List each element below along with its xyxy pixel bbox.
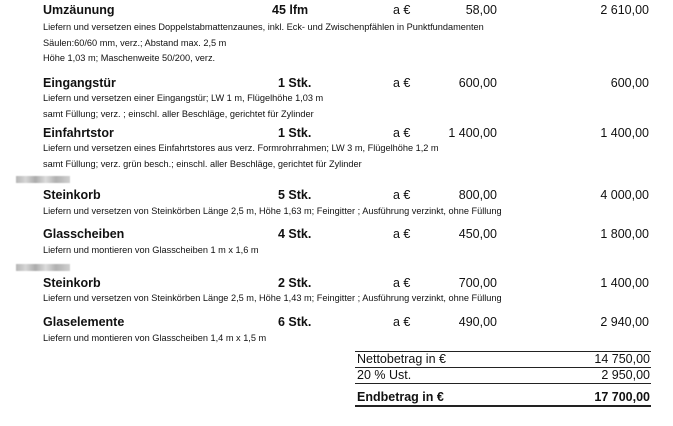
grand-total-value: 17 700,00	[594, 390, 650, 404]
item-header-row	[0, 227, 673, 243]
item-quantity: 2 Stk.	[278, 276, 312, 290]
item-total: 4 000,00	[600, 188, 649, 202]
item-quantity: 45 lfm	[272, 3, 309, 17]
item-total: 1 400,00	[600, 276, 649, 290]
item-header-row	[0, 3, 673, 19]
item-unit: a €	[393, 188, 411, 202]
item-title: Umzäunung	[43, 3, 115, 17]
item-unit-price: 58,00	[465, 3, 497, 17]
item-unit: a €	[393, 76, 411, 90]
item-unit-price: 800,00	[458, 188, 497, 202]
description-line: Liefern und versetzen von Steinkörben Länge 2,5 m, Höhe 1,63 m; Feingitter ; Ausführung verzinkt, ohne Füllung	[43, 206, 502, 216]
item-total: 1 800,00	[600, 227, 649, 241]
grand-total-row	[355, 390, 651, 406]
item-unit: a €	[393, 315, 411, 329]
redacted-section-label	[16, 176, 70, 183]
description-line: Liefern und versetzen einer Eingangstür; LW 1 m, Flügelhöhe 1,03 m	[43, 93, 324, 103]
item-unit-price: 700,00	[458, 276, 497, 290]
item-header-row	[0, 188, 673, 204]
item-total: 2 940,00	[600, 315, 649, 329]
description-line: Liefern und montieren von Glasscheiben 1 m x 1,6 m	[43, 245, 259, 255]
net-amount-label: Nettobetrag in €	[357, 352, 446, 366]
item-quantity: 6 Stk.	[278, 315, 312, 329]
item-quantity: 5 Stk.	[278, 188, 312, 202]
item-header-row	[0, 126, 673, 142]
item-unit-price: 490,00	[458, 315, 497, 329]
item-description	[43, 20, 484, 67]
net-amount-value: 14 750,00	[594, 352, 650, 366]
item-title: Eingangstür	[43, 76, 116, 90]
item-quantity: 1 Stk.	[278, 76, 312, 90]
description-line: Liefern und montieren von Glasscheiben 1,4 m x 1,5 m	[43, 333, 267, 343]
item-total: 600,00	[610, 76, 649, 90]
item-description	[43, 243, 259, 259]
description-line: Höhe 1,03 m; Maschenweite 50/200, verz.	[43, 53, 216, 63]
description-line: samt Füllung; verz. grün besch.; einschl. aller Beschläge, gerichtet für Zylinder	[43, 158, 362, 169]
divider	[355, 405, 651, 407]
item-description	[43, 141, 439, 172]
item-unit: a €	[393, 126, 411, 140]
item-description	[43, 91, 323, 122]
net-amount-row	[355, 352, 651, 368]
item-description	[43, 291, 502, 307]
item-quantity: 1 Stk.	[278, 126, 312, 140]
description-line: Liefern und versetzen eines Doppelstabmattenzaunes, inkl. Eck- und Zwischenpfählen in Punktfundamenten	[43, 22, 484, 32]
vat-row	[355, 368, 651, 384]
item-description	[43, 204, 502, 220]
item-quantity: 4 Stk.	[278, 227, 312, 241]
divider	[355, 383, 651, 384]
item-title: Glaselemente	[43, 315, 125, 329]
item-unit-price: 1 400,00	[448, 126, 497, 140]
vat-value: 2 950,00	[601, 368, 650, 382]
description-line: Liefern und versetzen eines Einfahrtstores aus verz. Formrohrrahmen; LW 3 m, Flügelhöhe 1,2 m	[43, 143, 439, 153]
grand-total-label: Endbetrag in €	[357, 390, 444, 404]
item-unit: a €	[393, 3, 411, 17]
item-total: 2 610,00	[600, 3, 649, 17]
item-unit-price: 450,00	[458, 227, 497, 241]
item-title: Glasscheiben	[43, 227, 125, 241]
item-total: 1 400,00	[600, 126, 649, 140]
item-title: Steinkorb	[43, 188, 101, 202]
description-line: Säulen:60/60 mm, verz.; Abstand max. 2,5 m	[43, 37, 227, 48]
description-line: Liefern und versetzen von Steinkörben Länge 2,5 m, Höhe 1,43 m; Feingitter ; Ausführung verzinkt, ohne Füllung	[43, 293, 502, 303]
description-line: samt Füllung; verz. ; einschl. aller Beschläge, gerichtet für Zylinder	[43, 108, 314, 119]
vat-label: 20 % Ust.	[357, 368, 412, 382]
item-description	[43, 331, 266, 347]
item-title: Einfahrtstor	[43, 126, 114, 140]
redacted-section-label	[16, 264, 70, 271]
item-header-row	[0, 76, 673, 92]
item-unit: a €	[393, 276, 411, 290]
item-unit: a €	[393, 227, 411, 241]
item-header-row	[0, 276, 673, 292]
item-title: Steinkorb	[43, 276, 101, 290]
item-header-row	[0, 315, 673, 331]
item-unit-price: 600,00	[458, 76, 497, 90]
